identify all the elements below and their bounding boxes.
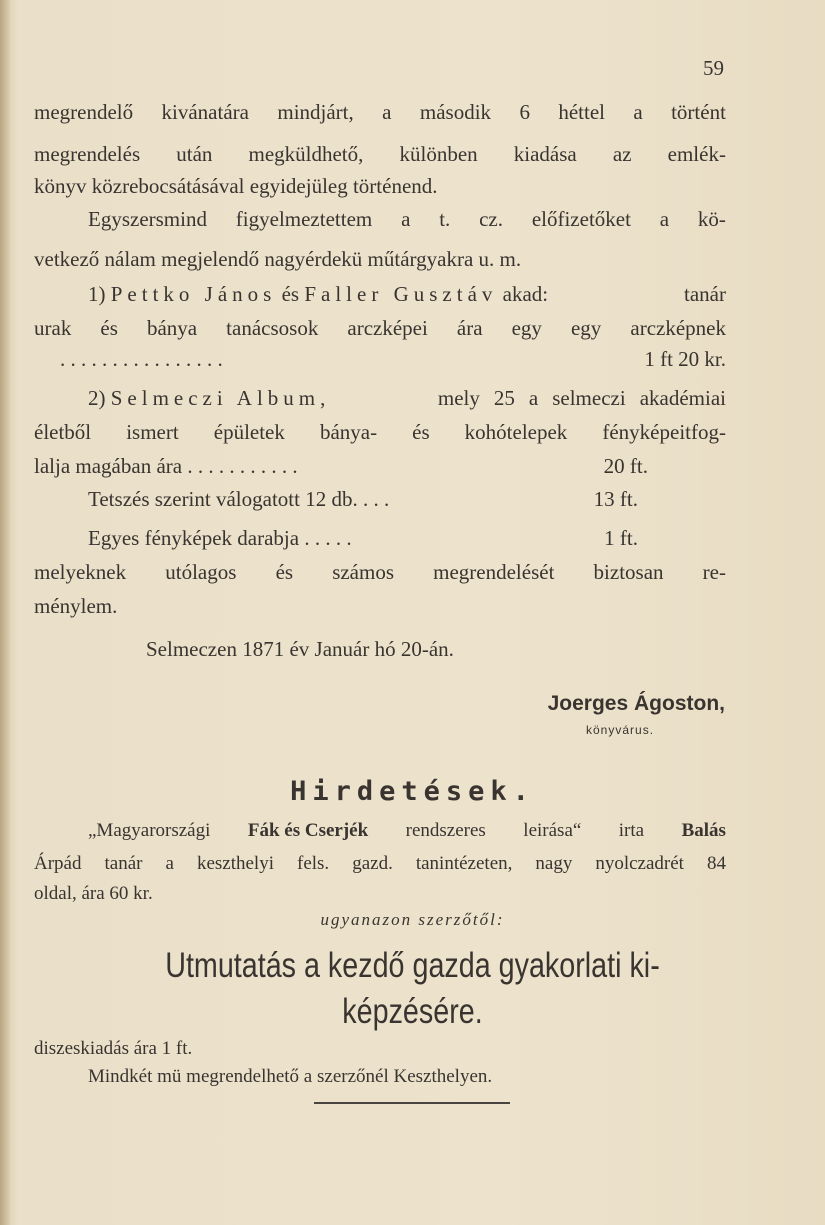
- price-line-text: lalja magában ára . . . . . . . . . . .: [34, 454, 298, 478]
- word: ismert: [126, 420, 179, 444]
- body-line-7: [34, 314, 726, 342]
- ads-heading: Hirdetések.: [290, 776, 535, 807]
- word: kö-: [697, 207, 726, 231]
- ad-word: irta: [618, 820, 645, 841]
- word: arczképei: [347, 316, 428, 340]
- body-line-6: [88, 280, 726, 308]
- word: a: [528, 386, 539, 410]
- ad-word: leirása“: [523, 820, 582, 841]
- price-line-text: Egyes fényképek darabja . . . . .: [88, 526, 352, 550]
- body-line-12: [88, 485, 638, 513]
- body-line-1: [34, 98, 726, 126]
- body-word: akad:: [502, 282, 549, 306]
- body-line-15: ménylem.: [34, 594, 118, 618]
- leader-dots: . . . . . . . . . . . . . . . .: [60, 347, 223, 371]
- ad-line-5: Mindkét mü megrendelhető a szerzőnél Keszthelyen.: [88, 1066, 493, 1087]
- word: arczképnek: [630, 316, 726, 340]
- body-line-13: [88, 524, 638, 552]
- body-line-3: könyv közrebocsátásával egyidejüleg történend.: [34, 174, 438, 198]
- word: életből: [34, 420, 92, 444]
- body-line-14: [34, 558, 726, 586]
- word: akadémiai: [639, 386, 726, 410]
- word: héttel: [558, 100, 605, 124]
- word: egy: [511, 316, 542, 340]
- word: a: [401, 207, 411, 231]
- word: számos: [332, 560, 395, 584]
- word: kohótelepek: [464, 420, 568, 444]
- album-title: Selmeczi Album,: [110, 386, 331, 410]
- word: urak: [34, 316, 72, 340]
- ad-line-1: [88, 818, 726, 844]
- book-title-line-1: Utmutatás a kezdő gazda gyakorlati ki-: [165, 946, 660, 985]
- price: 13 ft.: [593, 487, 638, 511]
- word: keszthelyi: [196, 853, 274, 874]
- body-word: tanár: [684, 282, 726, 306]
- word: történt: [671, 100, 726, 124]
- price: 1 ft 20 kr.: [644, 347, 726, 371]
- word: figyelmeztettem: [235, 207, 373, 231]
- word: az: [612, 142, 632, 166]
- word: cz.: [479, 207, 504, 231]
- word: épületek: [213, 420, 285, 444]
- word: tanintézeten,: [415, 853, 513, 874]
- page-binding: [0, 0, 10, 1225]
- word: biztosan: [593, 560, 664, 584]
- word: és: [100, 316, 118, 340]
- word: t.: [439, 207, 451, 231]
- ad-word: „Magyarországi: [88, 820, 211, 841]
- price: 20 ft.: [603, 454, 648, 478]
- price-line-text: Tetszés szerint válogatott 12 db. . . .: [88, 487, 390, 511]
- word: bánya-: [319, 420, 378, 444]
- same-author-note: ugyanazon szerzőtől:: [320, 910, 505, 929]
- conjunction: és: [281, 282, 300, 306]
- ad-line-4: diszeskiadás ára 1 ft.: [34, 1038, 193, 1059]
- word: bánya: [146, 316, 198, 340]
- ad-word: rendszeres: [405, 820, 486, 841]
- price: 1 ft.: [604, 526, 638, 550]
- word: utólagos: [165, 560, 237, 584]
- word: megrendelését: [433, 560, 555, 584]
- item-number: 2): [88, 386, 106, 410]
- word: egy: [570, 316, 602, 340]
- word: a: [633, 100, 643, 124]
- word: Árpád: [34, 853, 82, 874]
- book-title: Fák és Cserjék: [247, 820, 369, 841]
- word: mely: [437, 386, 480, 410]
- word: tanácsosok: [226, 316, 319, 340]
- body-line-5: vetkező nálam megjelendő nagyérdekü műtárgyakra u. m.: [34, 247, 522, 271]
- word: mindjárt,: [277, 100, 354, 124]
- word: második: [419, 100, 492, 124]
- body-line-8: [60, 345, 726, 373]
- word: 84: [706, 853, 726, 874]
- item-number: 1): [88, 282, 106, 306]
- word: re-: [702, 560, 726, 584]
- body-line-2: [34, 140, 726, 168]
- word: és: [412, 420, 430, 444]
- body-line-10: [34, 418, 726, 446]
- word: 25: [493, 386, 515, 410]
- body-line-4: [88, 205, 726, 233]
- person-name: Faller Gusztáv: [304, 282, 498, 306]
- word: nagy: [535, 853, 573, 874]
- word: a: [659, 207, 670, 231]
- word: selmeczi: [552, 386, 626, 410]
- author-name: Balás: [681, 820, 726, 841]
- closing-rule: [314, 1102, 510, 1104]
- book-title-line-2: képzésére.: [342, 992, 483, 1031]
- ad-line-2: [34, 851, 726, 877]
- word: kivánatára: [161, 100, 249, 124]
- word: különben: [399, 142, 478, 166]
- body-line-9: [88, 384, 726, 412]
- word: és: [275, 560, 294, 584]
- word: fényképeitfog-: [602, 420, 726, 444]
- word: megküldhető,: [248, 142, 364, 166]
- signature-name: Joerges Ágoston,: [547, 692, 725, 715]
- word: kiadása: [513, 142, 577, 166]
- word: 6: [519, 100, 530, 124]
- word: megrendelés: [34, 142, 141, 166]
- person-name: Pettko János: [110, 282, 277, 306]
- ad-line-3: oldal, ára 60 kr.: [34, 883, 153, 904]
- dateline: Selmeczen 1871 év Január hó 20-án.: [146, 637, 454, 661]
- page-number: 59: [703, 56, 724, 80]
- word: után: [176, 142, 213, 166]
- word: emlék-: [667, 142, 726, 166]
- word: fels.: [297, 853, 330, 874]
- body-line-11: [34, 452, 648, 480]
- word: megrendelő: [34, 100, 134, 124]
- word: gazd.: [352, 853, 393, 874]
- word: melyeknek: [34, 560, 127, 584]
- word: ára: [456, 316, 483, 340]
- word: a: [165, 853, 174, 874]
- word: tanár: [104, 853, 143, 874]
- word: Egyszersmind: [88, 207, 207, 231]
- word: előfizetőket: [531, 207, 631, 231]
- word: a: [382, 100, 392, 124]
- signature-role: könyvárus.: [586, 723, 655, 737]
- word-group: [438, 384, 726, 412]
- word: nyolczadrét: [595, 853, 684, 874]
